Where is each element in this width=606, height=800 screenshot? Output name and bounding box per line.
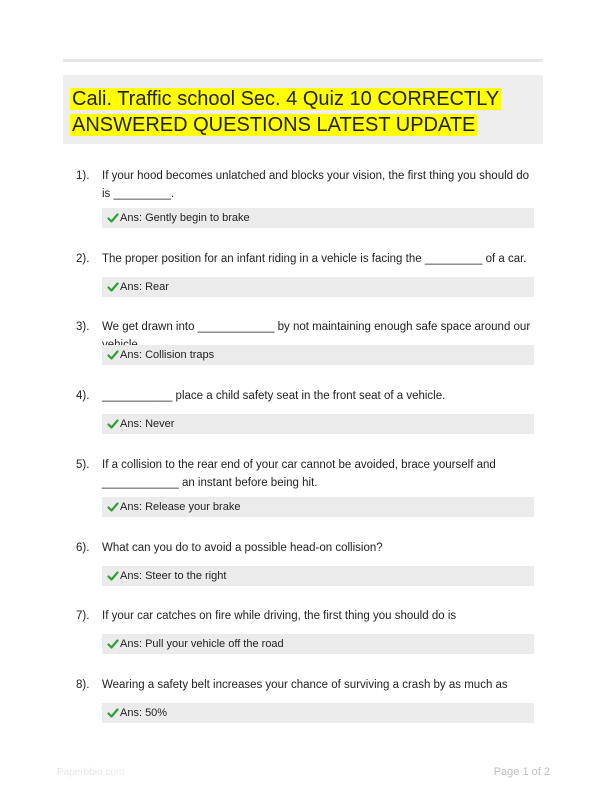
check-icon [107, 570, 119, 582]
answer-box [102, 277, 534, 297]
question-text: If your car catches on fire while driving, the first thing you should do is [102, 610, 457, 622]
question-text: What can you do to avoid a possible head-on collision? [102, 542, 383, 554]
check-icon [107, 281, 119, 293]
question-text: The proper position for an infant riding in a vehicle is facing the _________ of a car. [102, 253, 527, 265]
check-icon [107, 501, 119, 513]
answer-box [102, 414, 534, 434]
question-number: 8). [76, 679, 90, 691]
question-number: 5). [76, 459, 90, 471]
answer-box [102, 566, 534, 586]
question-number: 6). [76, 542, 90, 554]
check-icon [107, 638, 119, 650]
question-text: We get drawn into ____________ by not maintaining enough safe space around our [102, 321, 531, 333]
answer-text: Ans: Gently begin to brake [120, 212, 250, 224]
question-text: Wearing a safety belt increases your chance of surviving a crash by as much as [102, 679, 508, 691]
check-icon [107, 418, 119, 430]
answer-text: Ans: Release your brake [120, 501, 241, 513]
top-divider [63, 59, 543, 62]
question-number: 2). [76, 253, 90, 265]
question-text: ___________ place a child safety seat in the front seat of a vehicle. [102, 390, 446, 402]
question-number: 1). [76, 170, 90, 182]
answer-text: Ans: Collision traps [120, 349, 215, 361]
check-icon [107, 349, 119, 361]
answer-box [102, 345, 534, 365]
answer-text: Ans: Rear [120, 281, 169, 293]
page-number: Page 1 of 2 [493, 766, 550, 778]
answer-box [102, 497, 534, 517]
answer-text: Ans: Never [120, 418, 175, 430]
check-icon [107, 212, 119, 224]
answer-box [102, 703, 534, 723]
answer-text: Ans: Steer to the right [120, 570, 227, 582]
question-number: 4). [76, 390, 90, 402]
answer-text: Ans: Pull your vehicle off the road [120, 638, 284, 650]
answer-box [102, 634, 534, 654]
document-title: Cali. Traffic school Sec. 4 Quiz 10 CORRECTLY ANSWERED QUESTIONS LATEST UPDATE [72, 88, 500, 136]
check-icon [107, 707, 119, 719]
question-text: If your hood becomes unlatched and blocks your vision, the first thing you should do is _________. [102, 170, 530, 200]
answer-text: Ans: 50% [120, 707, 168, 719]
question-text: If a collision to the rear end of your car cannot be avoided, brace yourself and ____________ an instant before being hit. [102, 459, 496, 489]
answer-box [102, 208, 534, 228]
question-number: 3). [76, 321, 90, 333]
question-number: 7). [76, 610, 90, 622]
footer-site: Paperbbio.com [57, 767, 125, 778]
